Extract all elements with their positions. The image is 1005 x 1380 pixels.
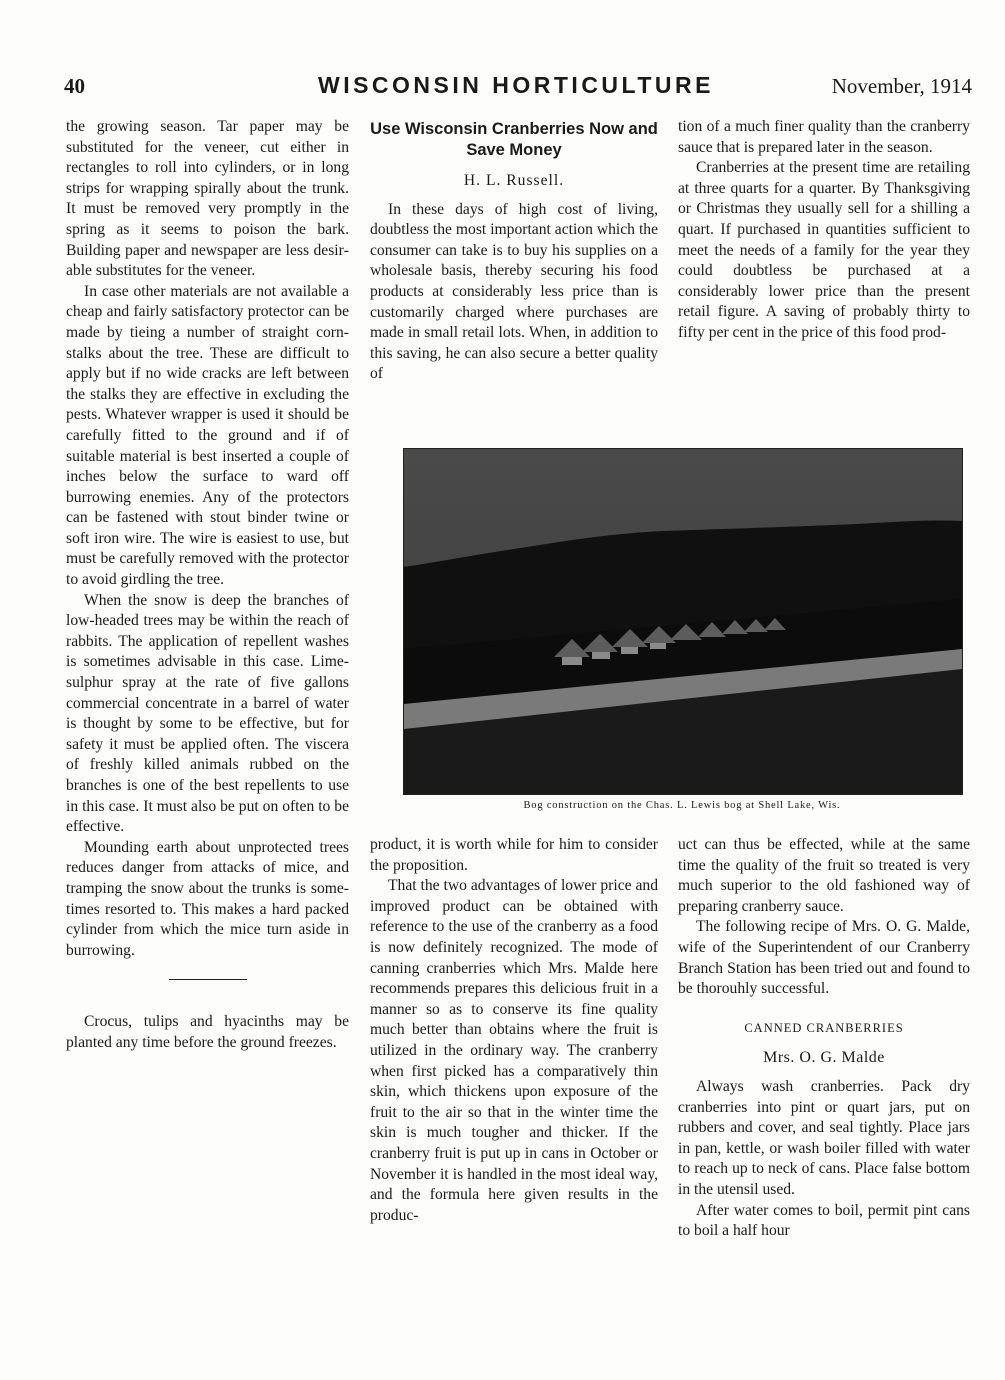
column-middle-top — [370, 117, 658, 385]
photo-caption: Bog construction on the Chas. L. Lewis bog at Shell Lake, Wis. — [523, 800, 841, 811]
paragraph: product, it is worth while for him to consider the proposition. — [370, 836, 658, 874]
article-byline: H. L. Russell. — [463, 172, 565, 189]
paragraph: Mounding earth about unprotected trees reduces danger from attacks of mice, and tramping the snow about the trunks is sometimes resorted to. This makes a hard packed cylinder from which the mice turn aside in burrowing. — [66, 838, 349, 959]
paragraph: That the two advantages of lower price and improved product can be obtained with reference to the use of the cranberry as a food is now definitely recognized. The mode of canning cranberries which Mrs. Malde here recommends prepares this delicious fruit in a manner so as to conserve its fine quality much better than obtains where the fruit is utilized in the ordinary way. The cranberry when first picked has a comparatively thin skin, which thickens upon exposure of the fruit to the air so that in the winter time the skin is much tougher and thicker. If the cranberry fruit is put up in cans in October or November it is handled in the most ideal way, and the formula here given results in the produc- — [370, 877, 658, 1224]
paragraph: uct can thus be effected, while at the same time the quality of the fruit so treated is very much superior to the old fashioned way of preparing cranberry sauce. — [678, 836, 970, 915]
column-right-top — [678, 117, 970, 344]
paragraph: After water comes to boil, permit pint cans to boil a half hour — [678, 1201, 970, 1240]
paragraph: Cranberries at the present time are retailing at three quarts for a quarter. By Thanksgiving or Christmas they usually sell for a shilling a quart. If purchased in quantities sufficient to meet the needs of a family for the year they could doubtless be purchased at a considerably lower price than the present retail figure. A saving of probably thirty to fifty per cent in the price of this food prod- — [678, 159, 970, 341]
recipe-author: Mrs. O. G. Malde — [763, 1049, 885, 1067]
recipe-heading: CANNED CRANBERRIES — [744, 1020, 904, 1035]
issue-date: November, 1914 — [831, 74, 972, 98]
column-left — [66, 117, 349, 1054]
paragraph: In these days of high cost of living, doubtless the most important action which the consumer can take is to buy his supplies on a wholesale basis, thereby securing his food products at considerably less price than is customarily charged where purchases are made in small retail lots. When, in addition to this saving, he can also secure a better quality of — [370, 200, 658, 383]
paragraph: When the snow is deep the branches of low-headed trees may be within the reach of rabbits. The application of repellent washes is sometimes advisable in this case. Lime-sulphur spray at the rate of five gallons commercial concentrate in a barrel of water is thought by some to be effective, but for safety it must be applied often. The viscera of freshly killed animals rubbed on the branches is one of the best repellents to use in this case. It must also be put on often to be effective. — [66, 591, 349, 836]
journal-title: WISCONSIN HORTICULTURE — [317, 72, 714, 98]
paragraph: Crocus, tulips and hyacinths may be planted any time before the ground freezes. — [66, 1013, 349, 1051]
column-right-bottom — [678, 835, 970, 1242]
running-head — [60, 72, 972, 104]
paragraph: Always wash cranberries. Pack dry cranberries into pint or quart jars, put on rubbers and cover, and seal tightly. Place jars in pan, kettle, or wash boiler filled with water to reach up to neck of cans. Place false bottom in the utensil used. — [678, 1077, 970, 1198]
page-number: 40 — [64, 74, 85, 98]
section-divider — [169, 979, 247, 980]
article-title: Use Wisconsin Cranberries Now and Save Money — [370, 120, 658, 159]
paragraph: In case other materials are not available a cheap and fairly satisfactory protector can be made by tieing a number of straight cornstalks about the tree. These are difficult to apply but if no wide cracks are left between the stalks they are effective in excluding the pests. Whatever wrapper is used it should be carefully fitted to the ground and if of suitable material is best inserted a couple of inches below the surface to ward off burrowing enemies. Any of the protectors can be fastened with stout binder twine or soft iron wire. The wire is easiest to use, but must be carefully removed with the protector to avoid girdling the tree. — [66, 282, 349, 589]
bog-photograph — [403, 448, 963, 795]
paragraph: The following recipe of Mrs. O. G. Malde, wife of the Superintendent of our Cranberry Branch Station has been tried out and found to be thorouhly successful. — [678, 918, 970, 998]
column-middle-bottom — [370, 835, 658, 1226]
paragraph: tion of a much finer quality than the cranberry sauce that is prepared later in the season. — [678, 118, 970, 156]
photo-illustration — [404, 449, 962, 794]
paragraph: the growing season. Tar paper may be substituted for the veneer, cut either in rectangles to roll into cylinders, or in long strips for wrapping spirally about the trunk. It must be removed very promptly in the spring as it seems to poison the bark. Building paper and newspaper are less desirable substitutes for the veneer. — [66, 118, 349, 280]
